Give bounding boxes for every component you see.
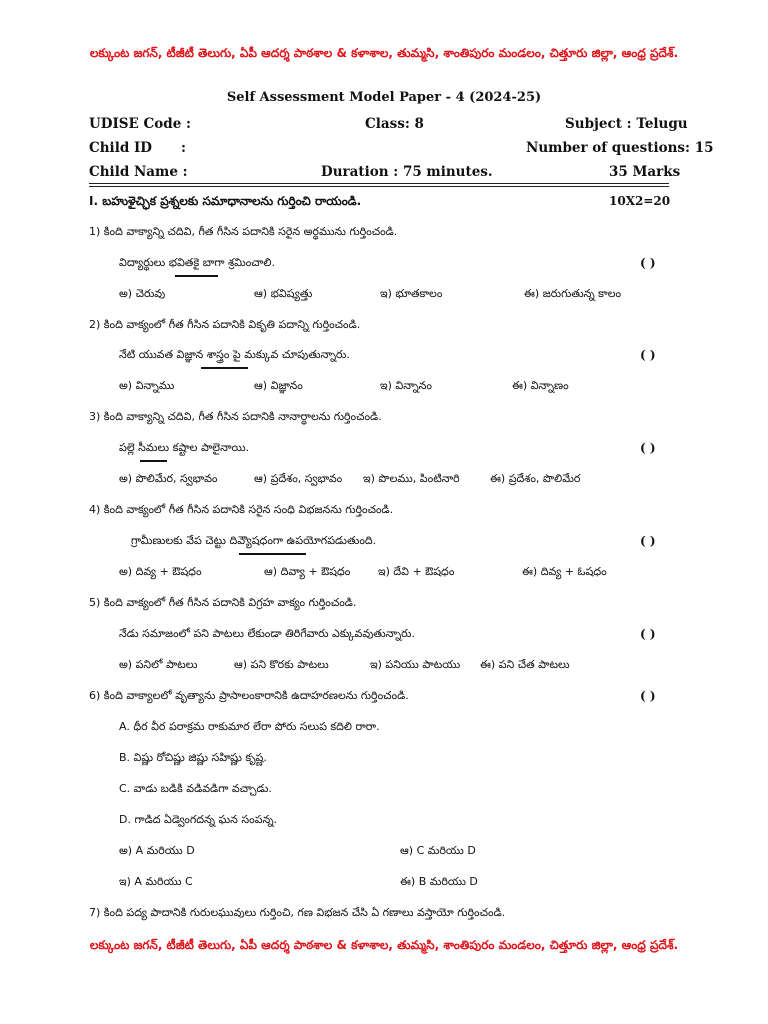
- top-banner: లక్కుంట జగన్, టీజీటీ తెలుగు, ఏపీ ఆదర్శ పాఠశాల & కళాశాల, తుమ్మసి, శాంతిపురం మండలం, చిత్తూరు జిల్లా, ఆంధ్ర ప్రదేశ్.: [89, 46, 679, 60]
- q4-option-d: ఈ) దివ్య + ఓషధం: [522, 565, 607, 578]
- q6-line-d: D. గాడిద ఏడ్వెంగదన్న ఘన సంపన్న.: [119, 813, 277, 826]
- answer-box-3: ( ): [640, 441, 656, 455]
- section-heading: I. బహుళైచ్ఛిక ప్రశ్నలకు సమాధానాలను గుర్తించి రాయండి.: [89, 194, 362, 208]
- child-name-label: Child Name :: [89, 164, 188, 180]
- duration-label: Duration : 75 minutes.: [321, 164, 493, 180]
- answer-box-6: ( ): [640, 689, 656, 703]
- question-2: 2) కింది వాక్యంలో గీత గీసిన పదానికి వికృతి పదాన్ని గుర్తించండి.: [89, 318, 361, 331]
- underline-mark: [140, 460, 167, 462]
- q6-option-c: ఇ) A మరియు C: [119, 875, 193, 888]
- answer-box-5: ( ): [640, 627, 656, 641]
- child-id-colon: :: [181, 140, 186, 156]
- question-1: 1) కింది వాక్యాన్ని చదివి, గీత గీసిన పదానికి సరైన అర్థమును గుర్తించండి.: [89, 225, 398, 238]
- paper-title: Self Assessment Model Paper - 4 (2024-25): [226, 90, 542, 105]
- class-label: Class: 8: [365, 116, 424, 132]
- question-4: 4) కింది వాక్యంలో గీత గీసిన పదానికి సరైన సంధి విభజనను గుర్తించండి.: [89, 503, 394, 516]
- question-5-sentence: నేడు సమాజంలో పని పాటలు లేకుండా తిరిగేవారు ఎక్కువవుతున్నారు.: [119, 627, 415, 640]
- q5-option-b: ఆ) పని కొరకు పాటలు: [234, 658, 329, 671]
- q1-option-a: అ) చెరువు: [119, 287, 166, 300]
- q5-option-a: అ) పనిలో పాటలు: [119, 658, 198, 671]
- q6-line-c: C. వాడు బడికి వడివడిగా వచ్చాడు.: [119, 782, 272, 795]
- question-6: 6) కింది వాక్యాలలో వృత్యాను ప్రాసాలంకారానికి ఉదాహరణలను గుర్తించండి.: [89, 689, 409, 702]
- q4-option-b: ఆ) దివ్యా + ఔషధం: [264, 565, 351, 578]
- bottom-banner: లక్కుంట జగన్, టీజీటీ తెలుగు, ఏపీ ఆదర్శ పాఠశాల & కళాశాల, తుమ్మసి, శాంతిపురం మండలం, చిత్తూరు జిల్లా, ఆంధ్ర ప్రదేశ్.: [89, 938, 679, 952]
- q6-line-a: A. ధీర వీర పరాక్రమ రాకుమార లేరా పోరు సలుప కదిలి రారా.: [119, 720, 380, 733]
- udise-label: UDISE Code :: [89, 116, 191, 132]
- q2-option-b: ఆ) విజ్ఞానం: [254, 379, 303, 392]
- header-divider-2: [89, 186, 669, 187]
- q3-option-b: ఆ) ప్రదేశం, స్వభావం: [254, 472, 343, 485]
- q6-option-d: ఈ) B మరియు D: [400, 875, 478, 888]
- answer-box-2: ( ): [640, 348, 656, 362]
- q4-option-c: ఇ) దేవి + ఔషధం: [378, 565, 455, 578]
- underline-mark: [239, 553, 306, 555]
- question-5: 5) కింది వాక్యంలో గీత గీసిన పదానికి విగ్రహ వాక్యం గుర్తించండి.: [89, 596, 357, 609]
- q2-option-d: ఈ) విన్నాణం: [512, 379, 569, 392]
- underline-mark: [201, 367, 248, 369]
- q3-option-c: ఇ) పొలము, పింటినారి: [363, 472, 460, 485]
- q2-option-c: ఇ) విన్నానం: [380, 379, 432, 392]
- question-7: 7) కింది పద్య పాదానికి గురులఘువులు గుర్తించి, గణ విభజన చేసి ఏ గణాలు వస్తాయో గుర్తించండి.: [89, 906, 506, 919]
- header-divider: [89, 183, 669, 184]
- q5-option-c: ఇ) పనియు పాటయు: [370, 658, 461, 671]
- q5-option-d: ఈ) పని చేత పాటలు: [480, 658, 570, 671]
- subject-label: Subject : Telugu: [565, 116, 688, 132]
- q1-option-d: ఈ) జరుగుతున్న కాలం: [524, 287, 622, 300]
- marks-label: 35 Marks: [609, 164, 681, 180]
- section-marks: 10X2=20: [609, 194, 671, 208]
- q6-option-a: అ) A మరియు D: [119, 844, 195, 857]
- question-3: 3) కింది వాక్యాన్ని చదివి, గీత గీసిన పదానికి నానార్థాలను గుర్తించండి.: [89, 410, 382, 423]
- q6-option-b: ఆ) C మరియు D: [400, 844, 476, 857]
- q3-option-d: ఈ) ప్రదేశం, పొలిమేర: [490, 472, 581, 485]
- q1-option-b: ఆ) భవిష్యత్తు: [254, 287, 313, 300]
- q2-option-a: అ) విన్నాము: [119, 379, 175, 392]
- q3-option-a: అ) పొలిమేర, స్వభావం: [119, 472, 218, 485]
- answer-box-1: ( ): [640, 256, 656, 270]
- question-1-sentence: విద్యార్థులు భవితకై బాగా శ్రమించాలి.: [119, 256, 275, 269]
- question-4-sentence: గ్రామీణులకు వేప చెట్టు దివ్యౌషధంగా ఉపయోగపడుతుంది.: [131, 534, 377, 547]
- underline-mark: [175, 275, 218, 277]
- child-id-label: Child ID: [89, 140, 152, 156]
- q4-option-a: అ) దివ్య + ఔషధం: [119, 565, 202, 578]
- question-3-sentence: పల్లె సీమలు కష్టాల పాలైనాయి.: [119, 441, 250, 454]
- q1-option-c: ఇ) భూతకాలం: [380, 287, 443, 300]
- num-questions-label: Number of questions: 15: [526, 140, 714, 156]
- question-2-sentence: నేటి యువత విజ్ఞాన శాస్త్రం పై మక్కువ చూపుతున్నారు.: [119, 348, 350, 361]
- answer-box-4: ( ): [640, 534, 656, 548]
- q6-line-b: B. విష్ణు రోచిష్ణు జిష్ణు సహిష్ణు కృష్ణ.: [119, 751, 267, 764]
